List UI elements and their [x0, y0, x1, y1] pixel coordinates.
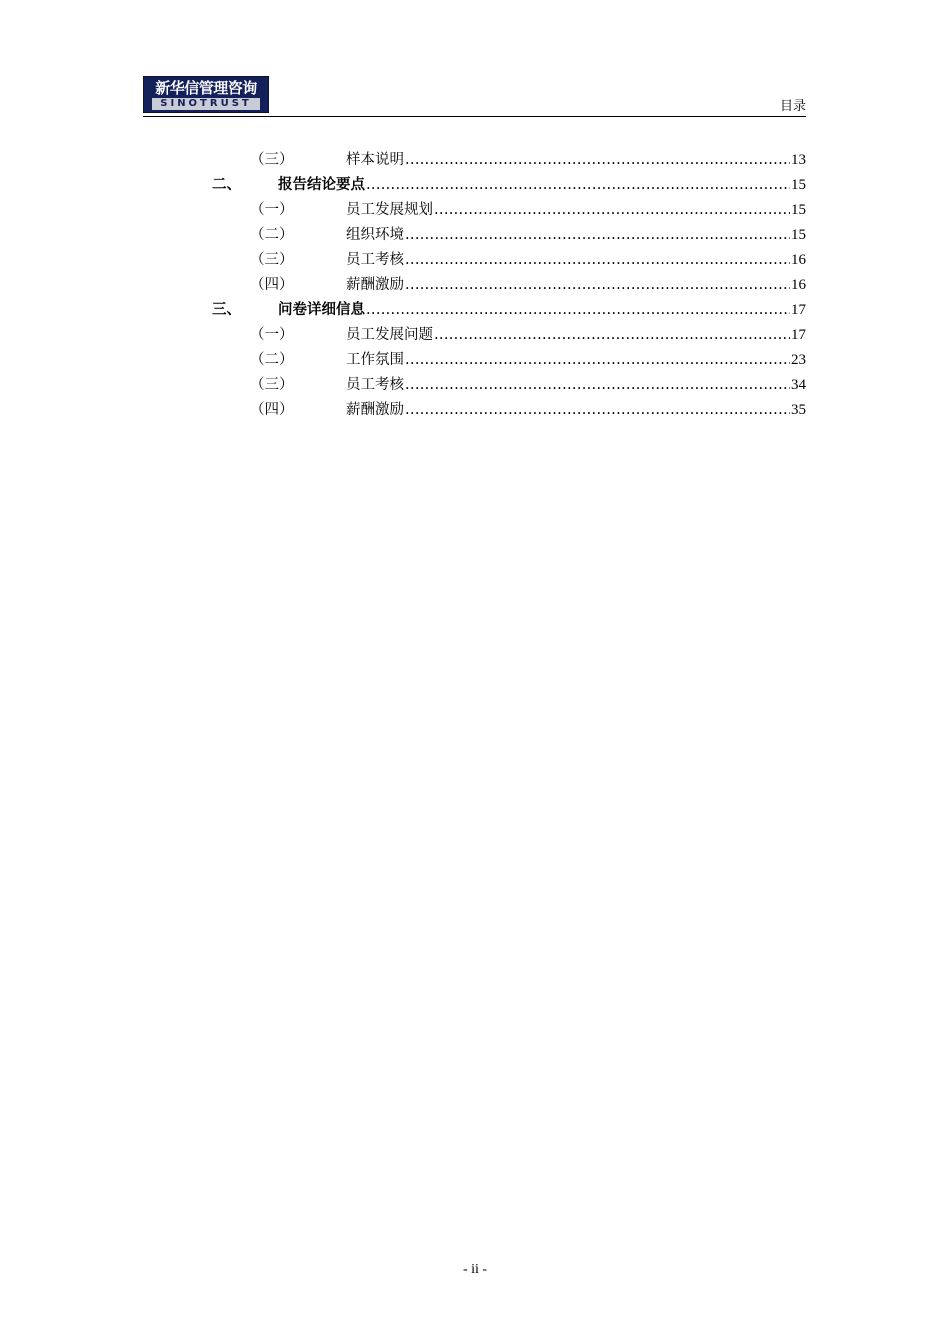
- toc-entry[interactable]: [212, 173, 806, 198]
- toc-entry-title: 员工考核: [346, 377, 404, 393]
- toc-entry-page: 16: [791, 252, 806, 268]
- toc-entry-page: 15: [791, 202, 806, 218]
- toc-entry-number: （三）: [250, 152, 294, 168]
- company-logo: [143, 76, 269, 113]
- logo-english-name: SINOTRUST: [152, 98, 260, 110]
- toc-entry-page: 16: [791, 277, 806, 293]
- toc-entry-number: （二）: [250, 227, 294, 243]
- logo-chinese-name: 新华信管理咨询: [155, 79, 257, 97]
- page-number: - ii -: [462, 1262, 488, 1277]
- toc-entry-title: 工作氛围: [346, 352, 404, 368]
- toc-entry-number: （一）: [250, 202, 294, 218]
- toc-entry-title: 问卷详细信息: [278, 302, 365, 318]
- toc-entry-page: 23: [791, 352, 806, 368]
- toc-entry-page: 35: [791, 402, 806, 418]
- toc-entry[interactable]: [250, 323, 806, 348]
- header-divider: [143, 116, 806, 117]
- toc-entry-number: （一）: [250, 327, 294, 343]
- toc-entry-title: 组织环境: [346, 227, 404, 243]
- toc-entry-page: 17: [791, 302, 806, 318]
- toc-entry[interactable]: [250, 398, 806, 423]
- toc-leader-dots: [405, 148, 790, 173]
- toc-entry-number: （二）: [250, 352, 294, 368]
- toc-entry-title: 员工考核: [346, 252, 404, 268]
- toc-entry-title: 薪酬激励: [346, 402, 404, 418]
- toc-entry-number: （三）: [250, 252, 294, 268]
- toc-entry-number: （四）: [250, 402, 294, 418]
- toc-entry[interactable]: [250, 348, 806, 373]
- toc-entry-title: 员工发展问题: [346, 327, 433, 343]
- toc-entry-number: 三、: [212, 302, 241, 318]
- toc-entry[interactable]: [212, 298, 806, 323]
- toc-entry[interactable]: [250, 248, 806, 273]
- toc-leader-dots: [434, 198, 790, 223]
- toc-entry-number: （三）: [250, 377, 294, 393]
- toc-leader-dots: [405, 348, 790, 373]
- header-section-title: 目录: [779, 99, 806, 114]
- toc-entry-number: 二、: [212, 177, 241, 193]
- toc-entry[interactable]: [250, 273, 806, 298]
- toc-leader-dots: [405, 398, 790, 423]
- toc-entry-page: 13: [791, 152, 806, 168]
- toc-entry-title: 薪酬激励: [346, 277, 404, 293]
- toc-entry-page: 15: [791, 227, 806, 243]
- toc-entry-title: 报告结论要点: [278, 177, 365, 193]
- toc-entry-page: 34: [791, 377, 806, 393]
- toc-leader-dots: [434, 323, 790, 348]
- toc-leader-dots: [405, 373, 790, 398]
- toc-entry[interactable]: [250, 148, 806, 173]
- toc-entry-title: 员工发展规划: [346, 202, 433, 218]
- toc-entry-title: 样本说明: [346, 152, 404, 168]
- toc-entry[interactable]: [250, 373, 806, 398]
- toc-entry-number: （四）: [250, 277, 294, 293]
- toc-leader-dots: [366, 298, 790, 323]
- toc-entry-page: 15: [791, 177, 806, 193]
- toc-leader-dots: [405, 223, 790, 248]
- toc-leader-dots: [405, 273, 790, 298]
- toc-entry[interactable]: [250, 198, 806, 223]
- toc-leader-dots: [366, 173, 790, 198]
- toc-leader-dots: [405, 248, 790, 273]
- toc-entry[interactable]: [250, 223, 806, 248]
- toc-entry-page: 17: [791, 327, 806, 343]
